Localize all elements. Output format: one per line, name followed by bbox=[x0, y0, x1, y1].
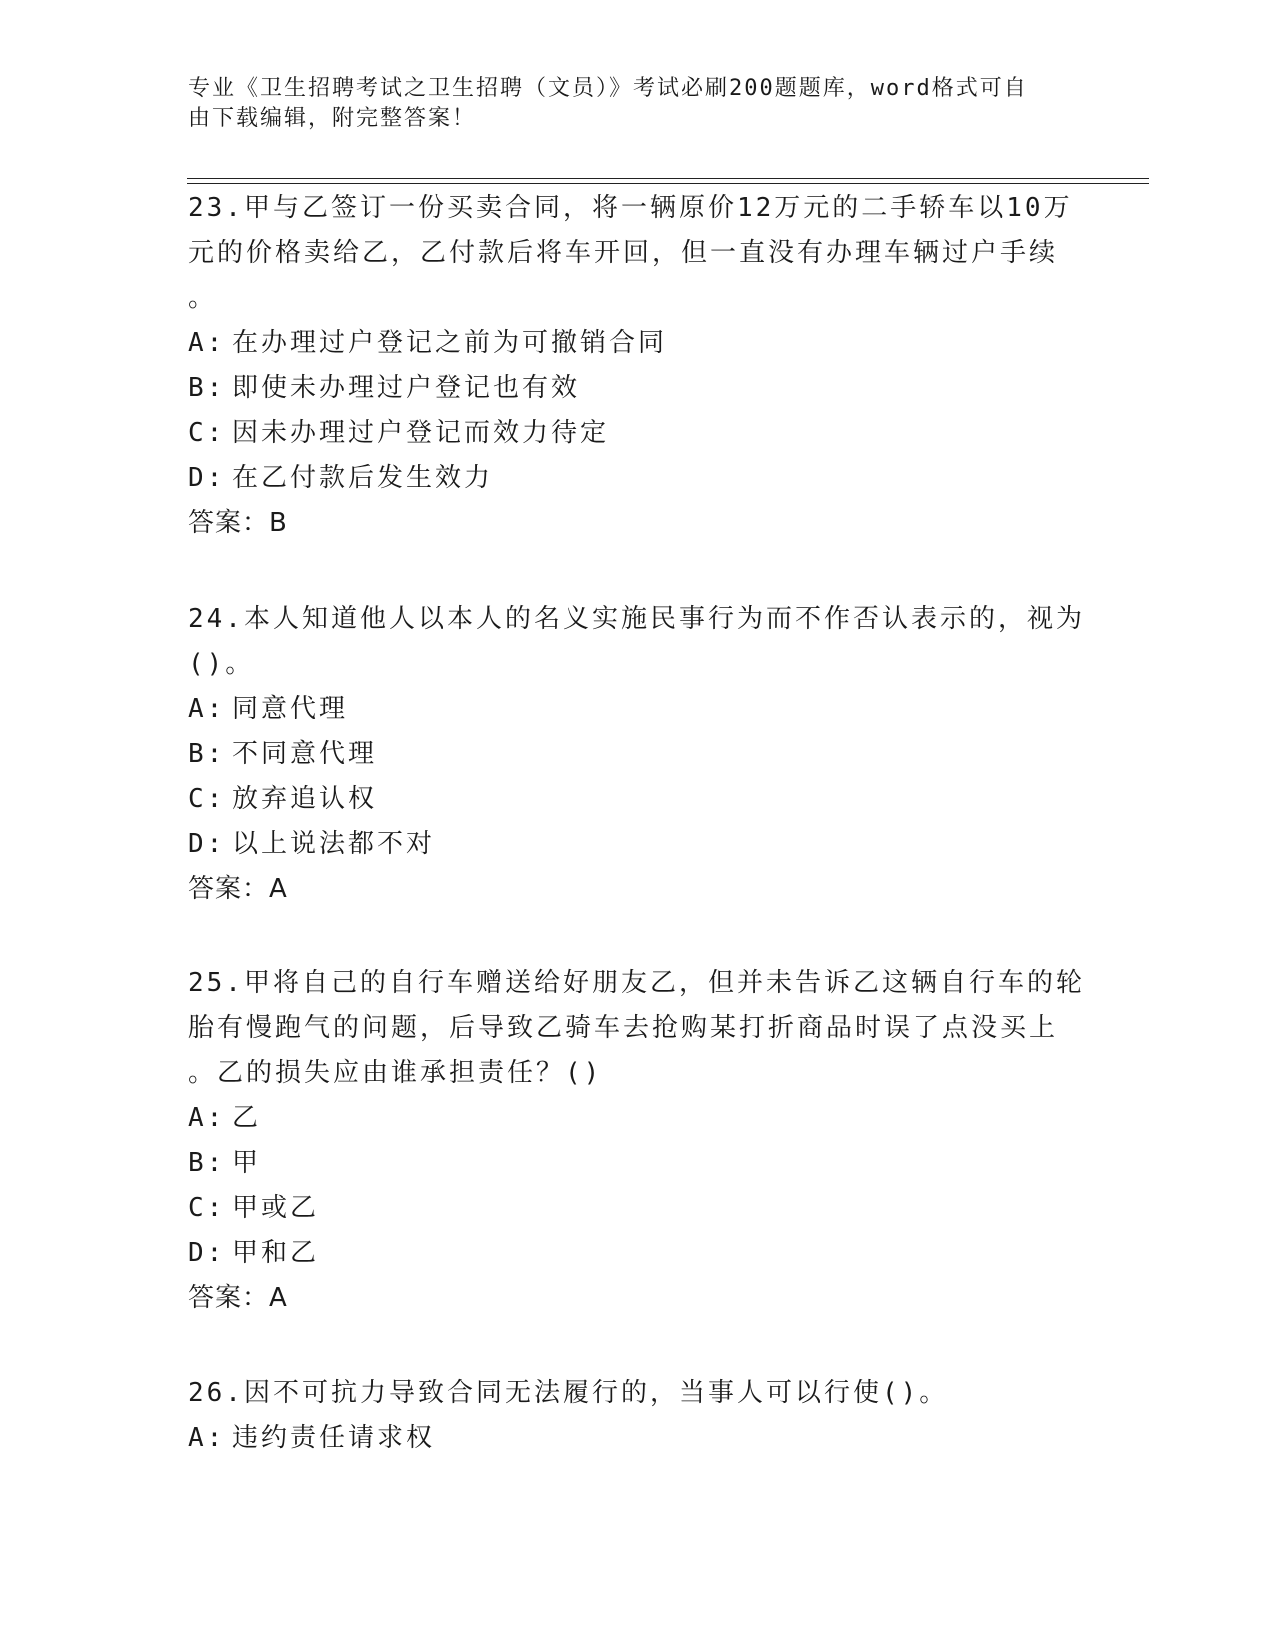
option-c bbox=[188, 777, 1078, 822]
document-header bbox=[188, 74, 1068, 134]
option-c bbox=[188, 411, 1078, 456]
answer-line: 答案：B bbox=[188, 508, 288, 538]
option-key: D: bbox=[188, 463, 226, 493]
option-text: 在办理过户登记之前为可撤销合同 bbox=[232, 328, 668, 358]
option-key: C: bbox=[188, 1193, 226, 1223]
header-divider-bottom bbox=[187, 183, 1149, 184]
option-b bbox=[188, 732, 1078, 777]
question-stem-line: 24.本人知道他人以本人的名义实施民事行为而不作否认表示的，视为 bbox=[188, 604, 1085, 634]
question-stem-line: 23.甲与乙签订一份买卖合同，将一辆原价12万元的二手轿车以10万 bbox=[188, 193, 1073, 223]
option-c bbox=[188, 1186, 1078, 1231]
question-26 bbox=[188, 1371, 1078, 1461]
option-key: D: bbox=[188, 1238, 226, 1268]
question-stem-line: 。 bbox=[188, 283, 218, 313]
option-text: 因未办理过户登记而效力待定 bbox=[232, 418, 610, 448]
option-d bbox=[188, 1231, 1078, 1276]
question-24 bbox=[188, 597, 1085, 912]
header-line-1: 专业《卫生招聘考试之卫生招聘（文员）》考试必刷200题题库，word格式可自 bbox=[188, 76, 1028, 101]
option-text: 乙 bbox=[232, 1103, 262, 1133]
option-a bbox=[188, 1416, 1078, 1461]
option-key: B: bbox=[188, 373, 226, 403]
option-text: 甲或乙 bbox=[232, 1193, 320, 1223]
question-stem-line: 。乙的损失应由谁承担责任？() bbox=[188, 1058, 603, 1088]
option-a bbox=[188, 321, 1078, 366]
header-line-2: 由下载编辑，附完整答案！ bbox=[188, 106, 477, 131]
question-stem-line: ()。 bbox=[188, 649, 255, 679]
option-text: 放弃追认权 bbox=[232, 784, 378, 814]
option-text: 以上说法都不对 bbox=[232, 829, 436, 859]
answer-line: 答案：A bbox=[188, 874, 288, 904]
answer-line: 答案：A bbox=[188, 1283, 288, 1313]
option-a bbox=[188, 1096, 1078, 1141]
option-key: D: bbox=[188, 829, 226, 859]
option-d bbox=[188, 822, 1078, 867]
question-stem-line: 胎有慢跑气的问题，后导致乙骑车去抢购某打折商品时误了点没买上 bbox=[188, 1013, 1059, 1043]
option-text: 在乙付款后发生效力 bbox=[232, 463, 494, 493]
question-stem bbox=[188, 1371, 1078, 1416]
question-stem bbox=[188, 961, 1085, 1096]
option-key: A: bbox=[188, 694, 226, 724]
question-stem bbox=[188, 186, 1078, 321]
option-text: 不同意代理 bbox=[232, 739, 378, 769]
option-text: 甲和乙 bbox=[232, 1238, 320, 1268]
header-divider-top bbox=[187, 178, 1149, 179]
option-a bbox=[188, 687, 1078, 732]
option-key: A: bbox=[188, 1103, 226, 1133]
option-text: 违约责任请求权 bbox=[232, 1423, 436, 1453]
option-b bbox=[188, 366, 1078, 411]
option-text: 即使未办理过户登记也有效 bbox=[232, 373, 581, 403]
question-23 bbox=[188, 186, 1078, 546]
option-key: B: bbox=[188, 1148, 226, 1178]
option-text: 同意代理 bbox=[232, 694, 349, 724]
question-25 bbox=[188, 961, 1085, 1321]
question-stem-line: 25.甲将自己的自行车赠送给好朋友乙，但并未告诉乙这辆自行车的轮 bbox=[188, 968, 1085, 998]
option-key: C: bbox=[188, 418, 226, 448]
question-stem-line: 元的价格卖给乙，乙付款后将车开回，但一直没有办理车辆过户手续 bbox=[188, 238, 1059, 268]
option-d bbox=[188, 456, 1078, 501]
question-stem-line: 26.因不可抗力导致合同无法履行的，当事人可以行使()。 bbox=[188, 1378, 949, 1408]
option-text: 甲 bbox=[232, 1148, 262, 1178]
question-stem bbox=[188, 597, 1085, 687]
option-key: C: bbox=[188, 784, 226, 814]
option-key: A: bbox=[188, 1423, 226, 1453]
option-key: B: bbox=[188, 739, 226, 769]
option-key: A: bbox=[188, 328, 226, 358]
option-b bbox=[188, 1141, 1078, 1186]
